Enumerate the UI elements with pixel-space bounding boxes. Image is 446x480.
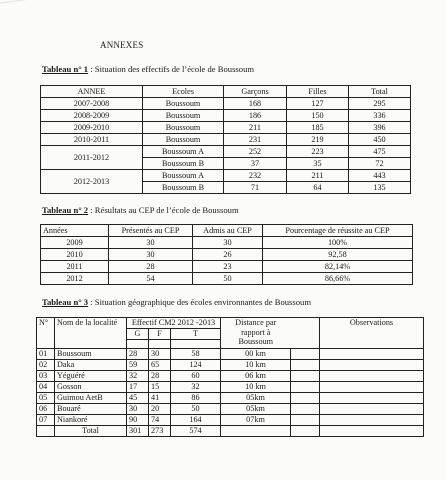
table3-subheader-cell: F <box>149 329 171 340</box>
table3-total-row <box>37 426 424 437</box>
table-cell <box>320 360 424 371</box>
table-cell <box>320 404 424 415</box>
table-cell: Guimou AetB <box>55 393 127 404</box>
table-cell: Niankoré <box>55 415 127 426</box>
table-cell: 86 <box>171 393 221 404</box>
table-row <box>41 134 411 146</box>
table-cell: 2009 <box>41 237 109 249</box>
table-cell: 186 <box>224 110 287 122</box>
table3-header-effectif: Effectif CM2 2012 -2013 <box>127 318 221 329</box>
table-cell <box>291 404 320 415</box>
table-cell: 219 <box>287 134 349 146</box>
table-row <box>41 237 413 249</box>
table-cell: 15 <box>149 382 171 393</box>
table-cell: 72 <box>349 158 411 170</box>
table3-total-label: Total <box>55 426 127 437</box>
table-cell: 211 <box>224 122 287 134</box>
table-row <box>41 249 413 261</box>
table-cell: Boussoum A <box>143 146 224 158</box>
table-cell: Bouaré <box>55 404 127 415</box>
table-cell: 05 <box>37 393 55 404</box>
table-cell <box>320 349 424 360</box>
table-cell: 37 <box>224 158 287 170</box>
table-cell: 223 <box>287 146 349 158</box>
document-title: ANNEXES <box>100 40 144 50</box>
table-cell: 2011 <box>41 261 109 273</box>
table-cell <box>149 340 171 349</box>
table3-header-distance: Distance par rapport à Boussoum <box>221 318 291 349</box>
table3-header-gap <box>291 318 320 349</box>
table-cell: 05km <box>221 393 291 404</box>
table-cell: 2012 <box>41 273 109 285</box>
table3-subheader-cell: T <box>171 329 221 340</box>
table-row <box>41 122 411 134</box>
table1-header-cell: Filles <box>287 86 349 98</box>
table1-header-cell: Ecoles <box>143 86 224 98</box>
table-cell: 301 <box>127 426 149 437</box>
table-row <box>37 393 424 404</box>
table-cell: 2009-2010 <box>41 122 143 134</box>
table-cell: 03 <box>37 371 55 382</box>
table-cell: Boussoum B <box>143 182 224 194</box>
table1-header-row <box>41 86 411 98</box>
table-cell <box>171 340 221 349</box>
table-row <box>37 404 424 415</box>
table-cell: 2008-2009 <box>41 110 143 122</box>
table3-subheader-cell: G <box>127 329 149 340</box>
table-cell: 336 <box>349 110 411 122</box>
table-cell <box>37 426 55 437</box>
table1-enrollment <box>40 85 411 194</box>
table-cell: 443 <box>349 170 411 182</box>
table2-header-row <box>41 225 413 237</box>
table-cell: 00 km <box>221 349 291 360</box>
table-cell: 92,58 <box>263 249 413 261</box>
table-cell: 64 <box>287 182 349 194</box>
table-cell: 26 <box>193 249 263 261</box>
table-cell: 50 <box>171 404 221 415</box>
table-cell <box>291 360 320 371</box>
table2-caption-text: : Résultats au CEP de l’école de Boussoum <box>88 205 239 215</box>
table2-caption <box>42 205 239 215</box>
table-cell: 150 <box>287 110 349 122</box>
table-cell: 20 <box>149 404 171 415</box>
table-cell: 231 <box>224 134 287 146</box>
table-cell: 100% <box>263 237 413 249</box>
table2-caption-lead: Tableau n° 2 <box>42 205 89 215</box>
table1-caption-lead: Tableau n° 1 <box>42 64 89 74</box>
table-cell: 02 <box>37 360 55 371</box>
table3-caption <box>42 297 311 307</box>
table-cell: Gosson <box>55 382 127 393</box>
table-cell: 54 <box>109 273 193 285</box>
table-cell: 10 km <box>221 360 291 371</box>
table1-caption <box>42 64 254 74</box>
table-cell: 74 <box>149 415 171 426</box>
table3-caption-lead: Tableau n° 3 <box>42 297 89 307</box>
table-cell: 127 <box>287 98 349 110</box>
table-row <box>41 110 411 122</box>
table-cell <box>320 415 424 426</box>
table-cell: 211 <box>287 170 349 182</box>
table3-header-number: N° <box>37 318 55 349</box>
table-cell-year: 2011-2012 <box>41 146 143 170</box>
table-cell: 28 <box>149 371 171 382</box>
table1-caption-text: : Situation des effectifs de l’école de Boussoum <box>88 64 255 74</box>
table-cell: 23 <box>193 261 263 273</box>
table-cell <box>291 393 320 404</box>
table-cell: 50 <box>193 273 263 285</box>
table1-header-cell: Garçons <box>224 86 287 98</box>
table-cell: 30 <box>127 404 149 415</box>
table-row <box>41 98 411 110</box>
table-cell: 450 <box>349 134 411 146</box>
table-cell: 07 <box>37 415 55 426</box>
table3-caption-text: : Situation géographique des écoles environnantes de Boussoum <box>88 297 312 307</box>
table-row <box>41 170 411 182</box>
table2-header-cell: Pourcentage de réussite au CEP <box>263 225 413 237</box>
table-cell: 45 <box>127 393 149 404</box>
table2-header-cell: Présentés au CEP <box>109 225 193 237</box>
table-cell: 60 <box>171 371 221 382</box>
table1-header-cell: Total <box>349 86 411 98</box>
table-cell <box>127 340 149 349</box>
table1-header-cell: ANNEE <box>41 86 143 98</box>
table-cell <box>320 382 424 393</box>
table3-geography <box>36 317 424 437</box>
table-cell: 185 <box>287 122 349 134</box>
table-cell <box>291 349 320 360</box>
table-cell: Boussoum <box>143 98 224 110</box>
table-cell: 86,66% <box>263 273 413 285</box>
table-cell <box>291 382 320 393</box>
table-cell <box>291 371 320 382</box>
table-cell: 01 <box>37 349 55 360</box>
table-cell <box>320 393 424 404</box>
table2-header-cell: Admis au CEP <box>193 225 263 237</box>
table-cell: 396 <box>349 122 411 134</box>
table-cell: 07km <box>221 415 291 426</box>
table-cell: 17 <box>127 382 149 393</box>
table-row <box>37 415 424 426</box>
table-row <box>37 349 424 360</box>
table-cell: Boussoum <box>143 122 224 134</box>
table-cell: 05km <box>221 404 291 415</box>
table-cell: 30 <box>149 349 171 360</box>
table-cell <box>320 426 424 437</box>
table-cell: 295 <box>349 98 411 110</box>
table-cell <box>291 426 320 437</box>
table-cell: 30 <box>193 237 263 249</box>
table-row <box>37 382 424 393</box>
table-cell: 124 <box>171 360 221 371</box>
table-cell: Boussoum <box>143 110 224 122</box>
scan-artifact <box>0 0 41 14</box>
table-cell <box>320 371 424 382</box>
table-cell: 06 km <box>221 371 291 382</box>
table-cell: 32 <box>127 371 149 382</box>
table-cell: 252 <box>224 146 287 158</box>
table-row <box>37 360 424 371</box>
table-cell <box>291 415 320 426</box>
table-cell: Boussoum <box>55 349 127 360</box>
table-cell: 04 <box>37 382 55 393</box>
table-cell <box>221 426 291 437</box>
table-cell: 2010-2011 <box>41 134 143 146</box>
table-cell: 273 <box>149 426 171 437</box>
table-cell: Boussoum <box>143 134 224 146</box>
table-cell: 32 <box>171 382 221 393</box>
table-cell: 65 <box>149 360 171 371</box>
table-cell: 232 <box>224 170 287 182</box>
table-cell: 59 <box>127 360 149 371</box>
table-row <box>37 371 424 382</box>
table-cell: 10 km <box>221 382 291 393</box>
table-cell: 2010 <box>41 249 109 261</box>
table-cell-year: 2012-2013 <box>41 170 143 194</box>
table3-header-row <box>37 318 424 329</box>
table-cell: 475 <box>349 146 411 158</box>
table3-header-locality: Nom de la localité <box>55 318 127 349</box>
table-cell: 71 <box>224 182 287 194</box>
table-cell: 82,14% <box>263 261 413 273</box>
table-cell: Boussoum A <box>143 170 224 182</box>
table-row <box>41 146 411 158</box>
table-cell: Yéguéré <box>55 371 127 382</box>
table-cell: Daka <box>55 360 127 371</box>
table-cell: 90 <box>127 415 149 426</box>
table-row <box>41 261 413 273</box>
table2-cep-results <box>40 224 413 285</box>
table-cell: 41 <box>149 393 171 404</box>
table-cell: 35 <box>287 158 349 170</box>
table-cell: 28 <box>109 261 193 273</box>
table2-header-cell: Années <box>41 225 109 237</box>
table-cell: 168 <box>224 98 287 110</box>
table-cell: 58 <box>171 349 221 360</box>
table-cell: 28 <box>127 349 149 360</box>
table-cell: 574 <box>171 426 221 437</box>
table-cell: 2007-2008 <box>41 98 143 110</box>
table-cell: 30 <box>109 237 193 249</box>
table-cell: 30 <box>109 249 193 261</box>
table3-header-observations: Observations <box>320 318 424 349</box>
table-cell: 135 <box>349 182 411 194</box>
table-cell: 06 <box>37 404 55 415</box>
table-cell: Boussoum B <box>143 158 224 170</box>
table-cell: 164 <box>171 415 221 426</box>
table-row <box>41 273 413 285</box>
